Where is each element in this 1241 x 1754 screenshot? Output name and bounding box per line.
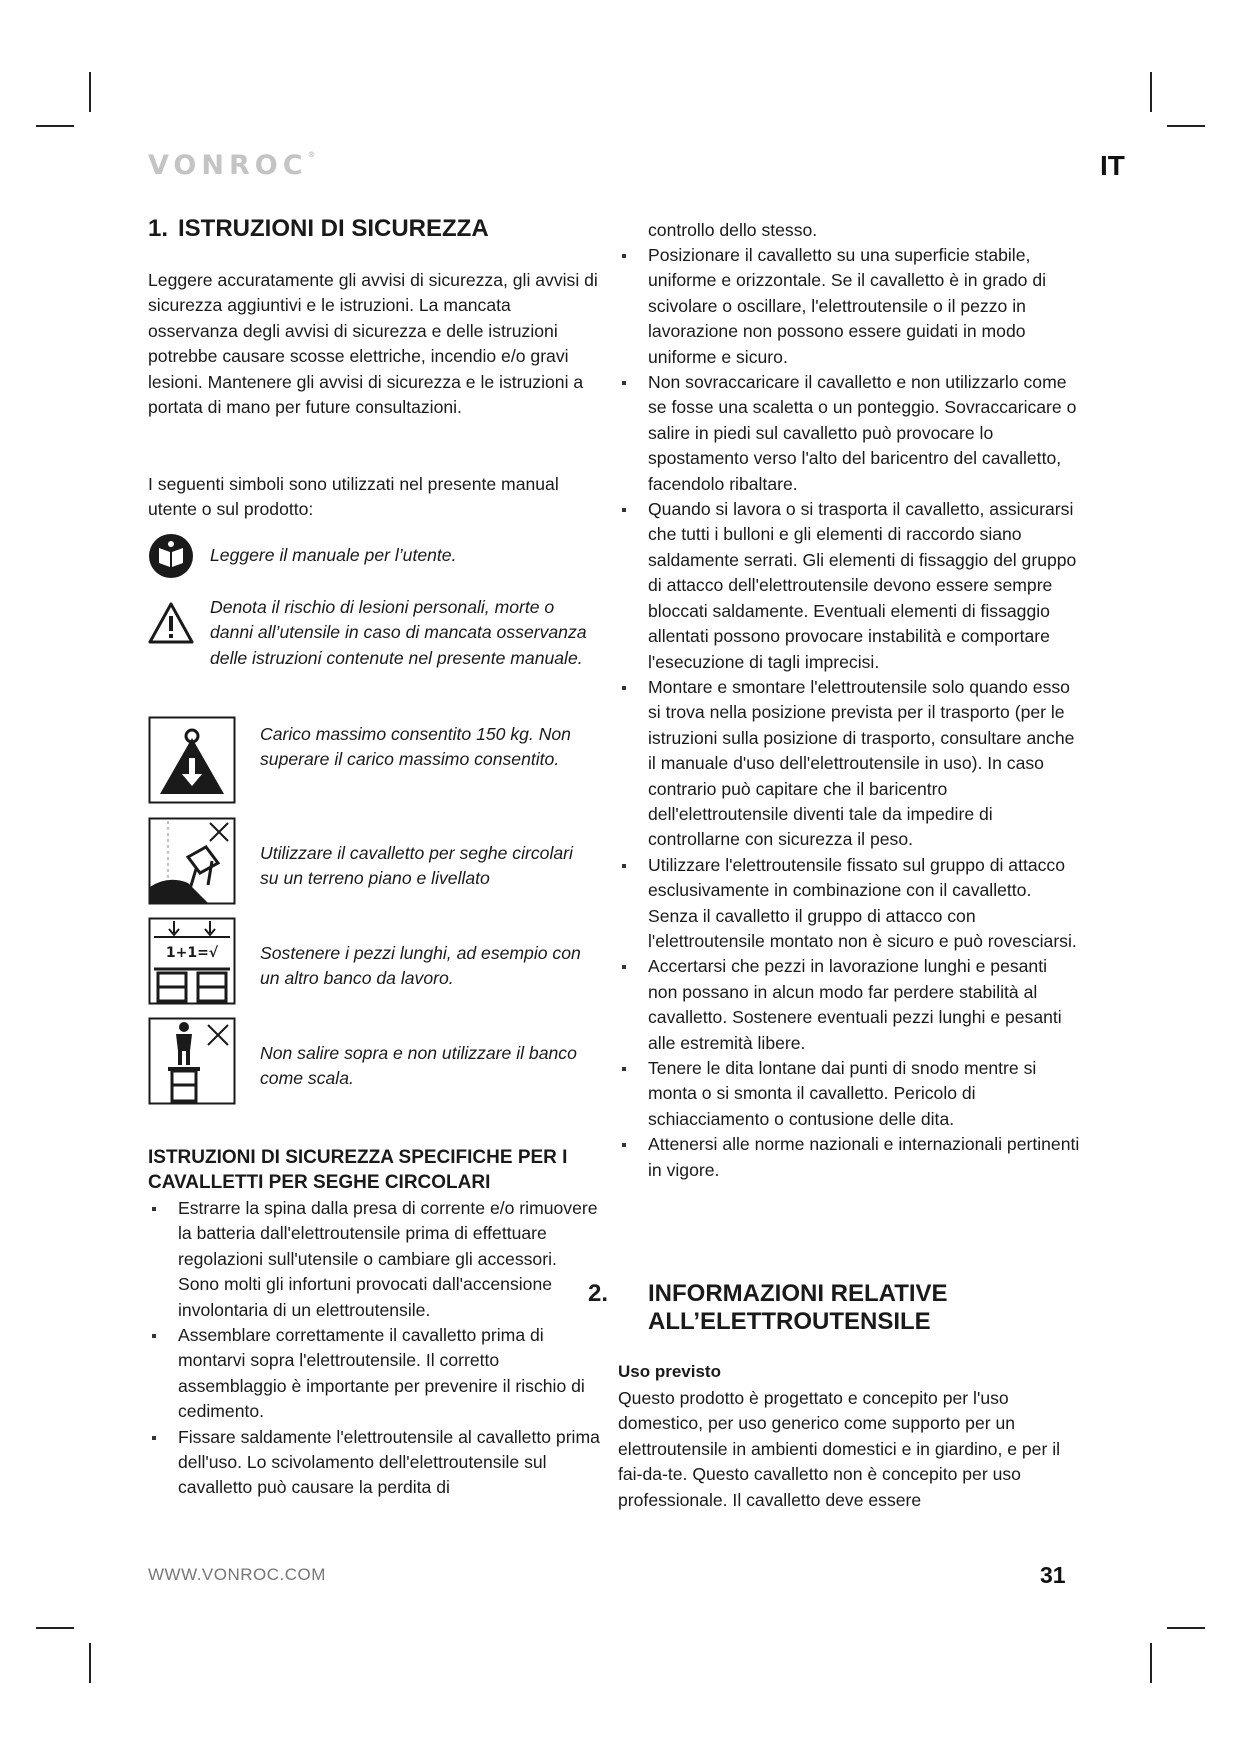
- symbols-intro: I seguenti simboli sono utilizzati nel presente manual utente o sul prodotto:: [148, 474, 559, 520]
- specific-safety-list-right: [618, 243, 1080, 1183]
- page-number: 31: [1040, 1562, 1066, 1588]
- footer-url: WWW.VONROC.COM: [148, 1565, 326, 1584]
- symbol-read-manual: [148, 533, 608, 579]
- support-long-pieces-icon: [148, 917, 236, 1005]
- specific-safety-list-left: [148, 1196, 600, 1501]
- intended-use-text: Questo prodotto è progettato e concepito per l'uso domestico, per uso generico come supporto per un elettroutensile in ambienti domestici e in giardino, e per il fai-da-te. Questo cavalletto non è concepito per uso professionale. Il cavalletto deve essere: [618, 1388, 1061, 1510]
- language-code: IT: [1100, 150, 1125, 181]
- max-load-icon: [148, 716, 236, 804]
- section-2-title: 2. INFORMAZIONI RELATIVE ALL’ELETTROUTENSILE: [588, 1280, 948, 1335]
- symbol-support-long-pieces: [148, 917, 600, 1005]
- brand-logo: VONROC®: [148, 150, 316, 181]
- symbol-text: Non salire sopra e non utilizzare il banco come scala.: [260, 1043, 577, 1089]
- list-item: Non sovraccaricare il cavalletto e non utilizzarlo come se fosse una scaletta o un ponteggio. Sovraccaricare o salire in piedi sul cavalletto può provocare lo spostamento verso l'alto del baricentro del cavalletto, facendolo ribaltare.: [618, 370, 1080, 497]
- symbol-text: Sostenere i pezzi lunghi, ad esempio con un altro banco da lavoro.: [260, 943, 581, 989]
- section-1-title: 1. ISTRUZIONI DI SICUREZZA: [148, 215, 489, 242]
- list-item: Montare e smontare l'elettroutensile solo quando esso si trova nella posizione prevista per il trasporto (per le istruzioni sulla posizione di trasporto, consultare anche il manuale d'uso dell'elettroutensile in uso). In caso contrario può capitare che il baricentro dell'elettroutensile diventi tale da impedire di controllarne con sicurezza il peso.: [618, 675, 1080, 853]
- load-equation-text: 1+1=√: [165, 945, 219, 961]
- list-item: Fissare saldamente l'elettroutensile al cavalletto prima dell'uso. Lo scivolamento dell'elettroutensile sul cavalletto può causare la perdita di: [148, 1425, 600, 1501]
- symbol-text: Denota il rischio di lesioni personali, morte o danni all’utensile in caso di mancata osservanza delle istruzioni contenute nel presente manuale.: [210, 597, 587, 668]
- symbol-text: Carico massimo consentito 150 kg. Non superare il carico massimo consentito.: [260, 724, 571, 770]
- symbol-text: Utilizzare il cavalletto per seghe circolari su un terreno piano e livellato: [260, 843, 573, 889]
- symbol-text: Leggere il manuale per l’utente.: [210, 545, 457, 565]
- symbol-max-load: [148, 716, 600, 804]
- crop-mark: [1150, 1643, 1152, 1683]
- crop-mark: [1150, 72, 1152, 112]
- intended-use-title: Uso previsto: [618, 1362, 721, 1381]
- list-item: Utilizzare l'elettroutensile fissato sul gruppo di attacco esclusivamente in combinazione con il cavalletto. Senza il cavalletto il gruppo di attacco con l'elettroutensile montato non è sicuro e può rovesciarsi.: [618, 853, 1080, 955]
- list-item: Quando si lavora o si trasporta il cavalletto, assicurarsi che tutti i bulloni e gli elementi di raccordo siano saldamente serrati. Gli elementi di fissaggio del gruppo di attacco dell'elettroutensile devono essere sempre bloccati saldamente. Eventuali elementi di fissaggio allentati possono provocare instabilità e comportare l'esecuzione di tagli imprecisi.: [618, 497, 1080, 675]
- specific-safety-title: ISTRUZIONI DI SICUREZZA SPECIFICHE PER I CAVALLETTI PER SEGHE CIRCOLARI: [148, 1147, 568, 1193]
- list-item: Estrarre la spina dalla presa di corrente e/o rimuovere la batteria dall'elettroutensile prima di effettuare regolazioni sull'utensile o cambiare gli accessori. Sono molti gli infortuni provocati dall'accensione involontaria di un elettroutensile.: [148, 1196, 600, 1323]
- read-manual-icon: [148, 533, 194, 579]
- list-item: Tenere le dita lontane dai punti di snodo mentre si monta o si smonta il cavalletto. Pericolo di schiacciamento o contusione delle dita.: [618, 1056, 1080, 1132]
- crop-mark: [1167, 1627, 1205, 1629]
- symbol-warning: [148, 595, 598, 671]
- crop-mark: [1167, 125, 1205, 127]
- list-item: Attenersi alle norme nazionali e internazionali pertinenti in vigore.: [618, 1132, 1080, 1183]
- list-item: Accertarsi che pezzi in lavorazione lunghi e pesanti non possano in alcun modo far perdere stabilità al cavalletto. Sostenere eventuali pezzi lunghi e pesanti alle estremità libere.: [618, 954, 1080, 1056]
- symbol-no-climbing: [148, 1017, 600, 1105]
- list-item: Posizionare il cavalletto su una superficie stabile, uniforme e orizzontale. Se il cavalletto è in grado di scivolare o oscillare, l'elettroutensile o il pezzo in lavorazione non possono essere guidati in modo uniforme e sicuro.: [618, 243, 1080, 370]
- continued-text: controllo dello stesso.: [648, 220, 818, 240]
- level-ground-icon: [148, 817, 236, 905]
- symbol-level-ground: [148, 817, 600, 905]
- crop-mark: [89, 72, 91, 112]
- list-item: Assemblare correttamente il cavalletto prima di montarvi sopra l'elettroutensile. Il corretto assemblaggio è importante per prevenire il rischio di cedimento.: [148, 1323, 600, 1425]
- crop-mark: [36, 1627, 74, 1629]
- warning-triangle-icon: [148, 601, 194, 645]
- no-climbing-icon: [148, 1017, 236, 1105]
- crop-mark: [89, 1643, 91, 1683]
- crop-mark: [36, 125, 74, 127]
- safety-intro: Leggere accuratamente gli avvisi di sicurezza, gli avvisi di sicurezza aggiuntivi e le istruzioni. La mancata osservanza degli avvisi di sicurezza e delle istruzioni potrebbe causare scosse elettriche, incendio e/o gravi lesioni. Mantenere gli avvisi di sicurezza e le istruzioni a portata di mano per future consultazioni.: [148, 270, 598, 418]
